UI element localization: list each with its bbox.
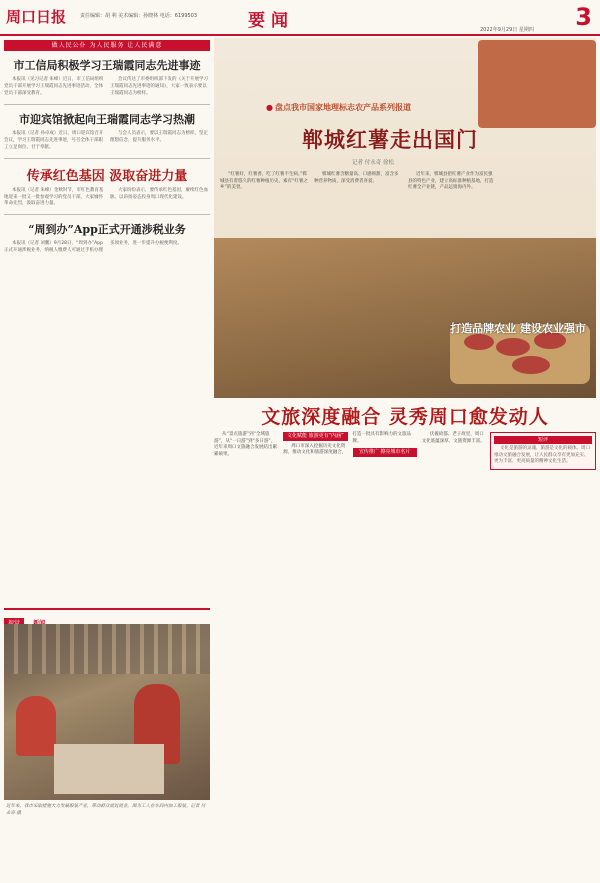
main-subhead: 文化赋能 旅游更有“内涵” — [283, 432, 347, 441]
commentary-label: 短评 — [494, 436, 592, 444]
hero-title: 郸城红薯走出国门 — [302, 127, 478, 152]
page-number: 3 — [575, 3, 592, 31]
article2-para: 本报讯（记者 孙卓成）近日，周口迎宾馆召开会议，学习王瑞霞同志先进事迹，号召全体干部职工立足岗位、甘于奉献。 — [4, 131, 104, 150]
article3-para: 本报讯（记者 朱峰）金秋时节，市红色教育基地迎来一批又一批参观学习的党员干部，大家缅怀革命先烈，汲取奋进力量。 — [4, 187, 104, 207]
article2-body — [4, 131, 210, 151]
main-para: 从“景点旅游”到“全域旅游”，从“一日游”到“多日游”，近年来周口文旅融合发展结出累累硕果。 — [214, 432, 277, 457]
sweet-potato — [512, 356, 550, 374]
newspaper-logo: 周口日报 — [6, 8, 67, 26]
article3-title: 传承红色基因 汲取奋进力量 — [26, 168, 188, 184]
section-title: 要闻 — [248, 11, 294, 31]
editor-info: 责任编辑：胡 利 美术编辑：孙晓林 电话：6199503 — [80, 13, 198, 19]
article3-body — [4, 188, 210, 208]
divider — [4, 214, 210, 215]
commentary-sidebar — [490, 432, 596, 470]
photo-worker-figure — [16, 696, 56, 756]
commentary-box — [490, 432, 596, 470]
hero-slogan: 打造品牌农业 建设农业强市 — [450, 322, 586, 335]
article2-title: 市迎宾馆掀起向王瑞霞同志学习热潮 — [19, 113, 195, 127]
series-kicker-text: 盘点我市国家地理标志农产品系列报道 — [274, 103, 411, 112]
sweet-potato — [496, 338, 530, 356]
hero-byline: 记者 付永奇 徐松 — [352, 160, 394, 166]
hero-para: 近年来，郸城县把红薯产业作为富民强县的特色产业，建立高标准种植基地，打造红薯全产业链，产品远销海内外。 — [408, 172, 494, 190]
hero-para: “红薯好，红薯香，吃了红薯不生病。”郸城县有着悠久的红薯种植历史，素有“红薯之乡”的美誉。 — [220, 172, 308, 190]
divider — [4, 158, 210, 159]
main-para: 周口市深入挖掘历史文化资源，推动文化和旅游深度融合，打造一批具有影响力的文旅品牌。 — [283, 432, 411, 455]
sweet-potato-photo — [478, 40, 596, 128]
visual-news-banner — [4, 608, 210, 622]
masthead — [0, 0, 600, 36]
main-para: 伏羲故都、老子故里，周口文化底蕴深厚，文旅资源丰富。 — [421, 432, 485, 444]
article4-title: “周到办”App正式开通涉税业务 — [28, 223, 186, 237]
article2-para: 与会人员表示，要以王瑞霞同志为榜样，坚定理想信念，提升服务水平。 — [110, 131, 208, 144]
article1-body — [4, 77, 210, 98]
article4-body — [4, 241, 210, 255]
date-line: 2022年9月29日 星期四 — [480, 27, 534, 33]
divider — [4, 104, 210, 105]
series-kicker: ● 盘点我市国家地理标志农产品系列报道 — [266, 103, 411, 112]
photo-shelf — [4, 624, 210, 674]
hero-body — [220, 172, 590, 192]
main-headline: 文旅深度融合 灵秀周口愈发动人 — [261, 406, 549, 428]
photo-caption: 近年来，我市采取措施大力发展服装产业，带动群众就近就业。图为工人在车间内加工服装。记者 付永奇 摄 — [6, 804, 206, 816]
slogan-banner: 做人民公仆 为人民服务 让人民满意 — [4, 40, 210, 51]
article3-para: 大家纷纷表示，要传承红色基因，赓续红色血脉，以昂扬姿态投身周口现代化建设。 — [110, 187, 208, 200]
main-subhead: 宣传推广 擦亮城市名片 — [353, 448, 417, 457]
sweet-potato — [464, 334, 494, 350]
article1-title: 市工信局积极学习王瑞霞同志先进事迹 — [13, 59, 201, 72]
main-body — [214, 432, 486, 458]
article1-para: 本报讯（见习记者 朱峰）近日，市工信局组织党员干部开展学习王瑞霞同志先进事迹活动，全体党员干部深受教育。 — [4, 77, 104, 96]
hero-para: 郸城红薯含糖量高、口感绵甜，富含多种营养物质，深受消费者喜爱。 — [314, 172, 399, 184]
commentary-text: 文化是旅游的灵魂，旅游是文化的载体。周口推动文旅融合发展，让人民群众享有更加充实、更为丰富、更高质量的精神文化生活。 — [494, 446, 590, 464]
photo-fabric — [54, 744, 164, 794]
article1-para: 会议传达了市委组织部下发的《关于开展学习王瑞霞同志先进事迹的通知》，大家一致表示要以王瑞霞同志为榜样。 — [110, 77, 208, 96]
garment-factory-photo — [4, 624, 210, 800]
article4-para: 本报讯（记者 刘鹏）9月28日，“周到办”App正式开通涉税业务，纳税人缴费人可通过手机办理多项业务，进一步提升办税便利度。 — [4, 241, 182, 253]
